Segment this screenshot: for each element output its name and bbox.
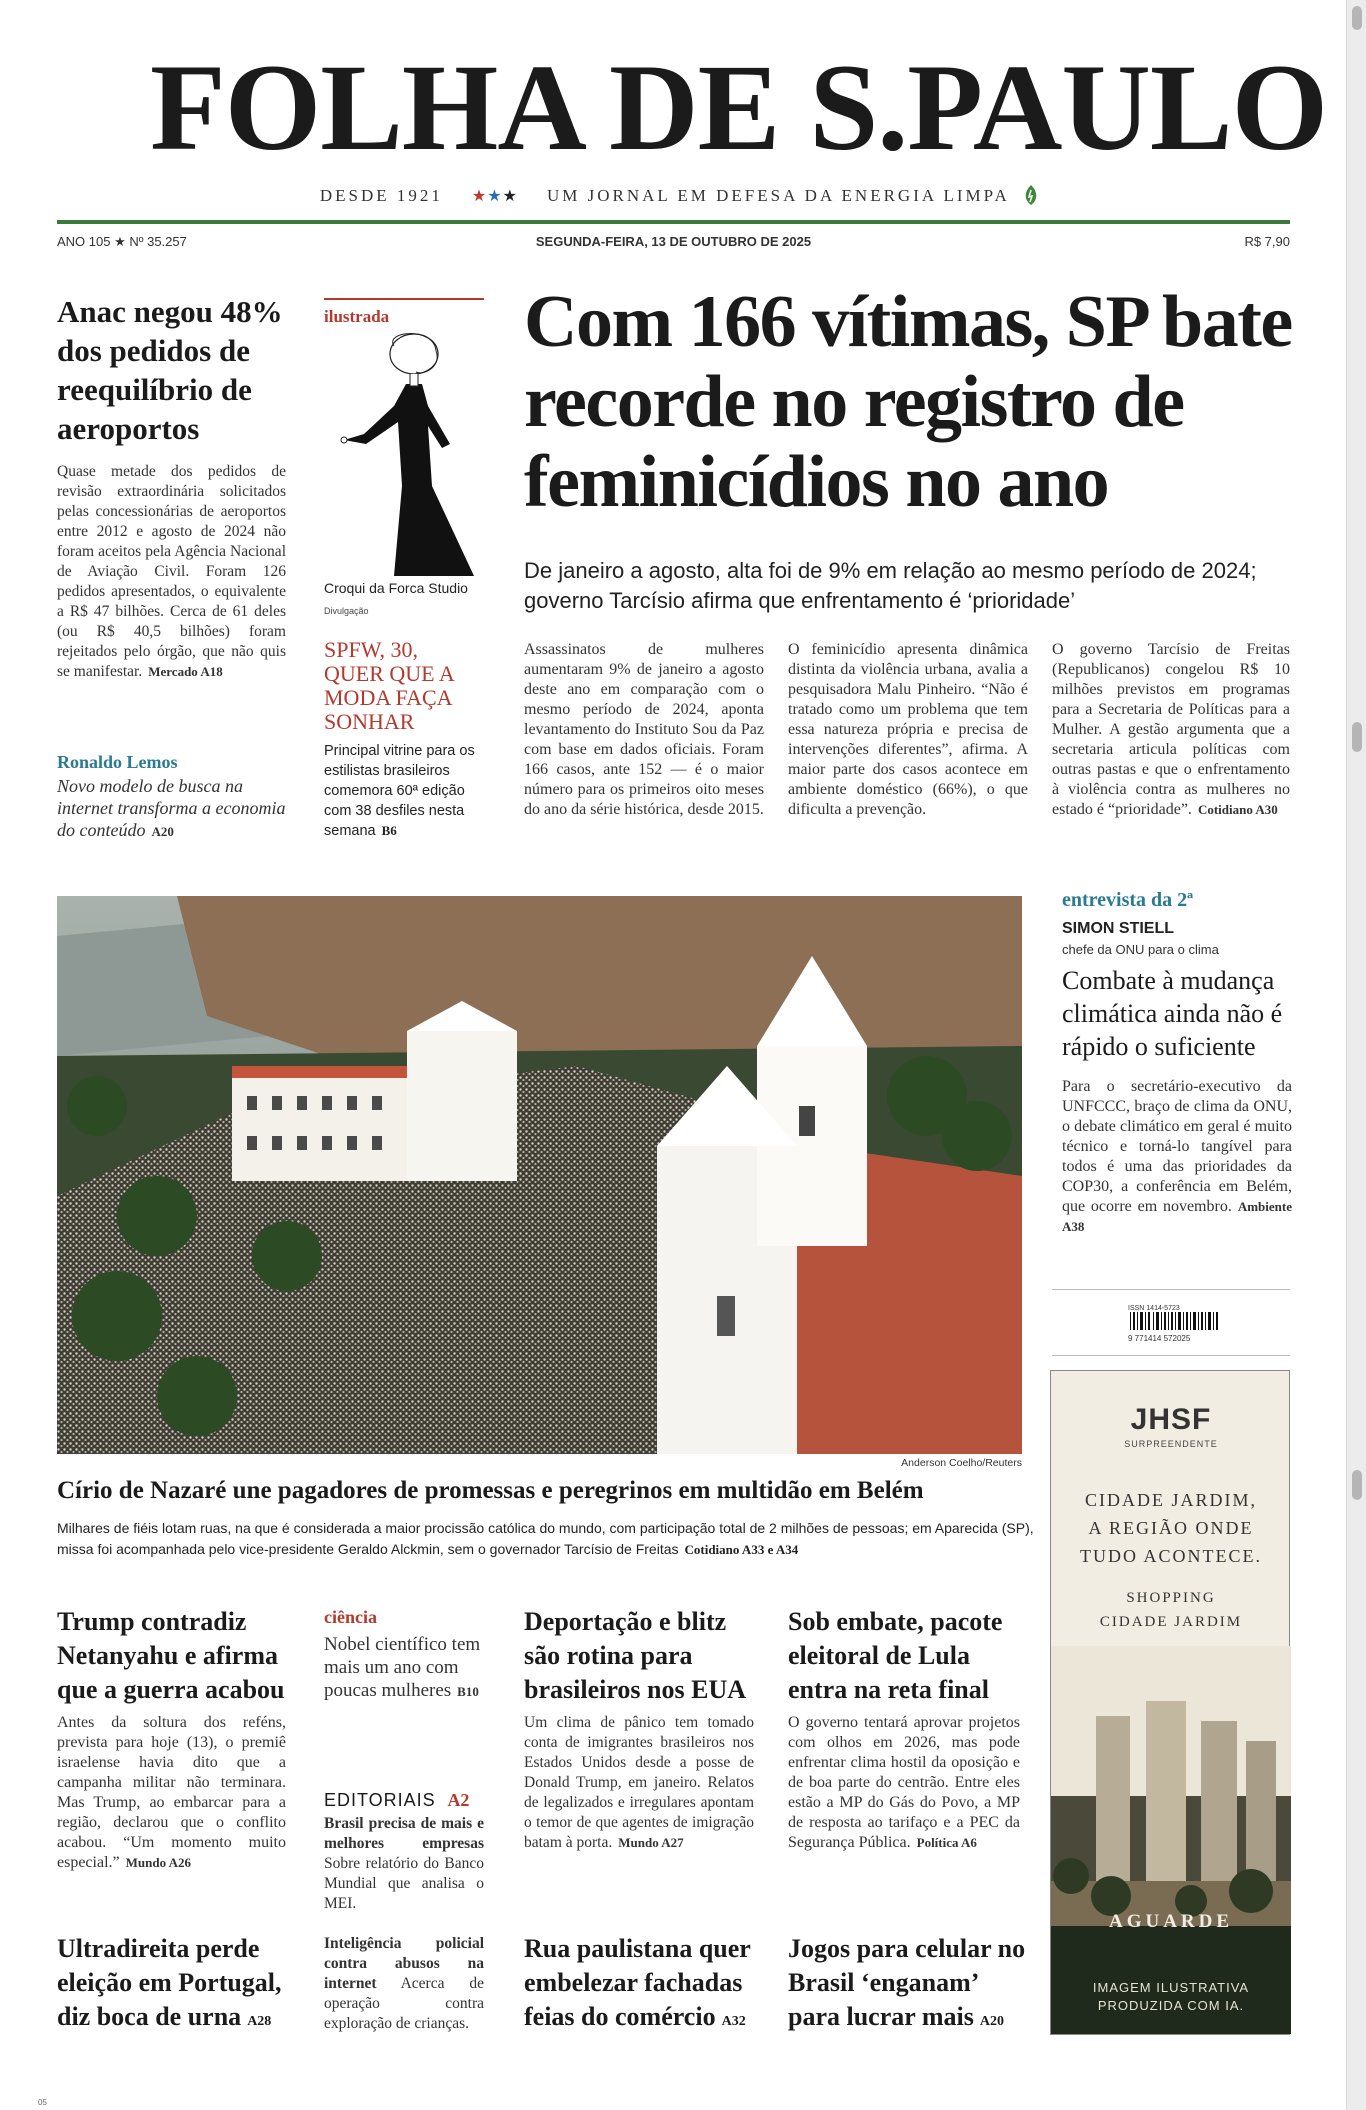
entrevista-role: chefe da ONU para o clima — [1062, 942, 1219, 957]
spfw-body-text: Principal vitrine para os estilistas brasileiros comemora 60ª edição com 38 desfiles nesta semana — [324, 743, 475, 839]
spfw-body — [324, 741, 484, 841]
deportacao-ref[interactable]: Mundo A27 — [618, 1835, 684, 1850]
ad-cta[interactable]: AGUARDE — [1108, 1911, 1234, 1932]
jogos-headline-text: Jogos para celular no Brasil ‘enganam’ para lucrar mais — [788, 1934, 1026, 2031]
ciencia-ref: B10 — [457, 1684, 479, 1699]
deportacao-headline[interactable]: Deportação e blitz são rotina para brasileiros nos EUA — [524, 1607, 746, 1704]
ad-headline — [1051, 1486, 1291, 1570]
trump-body-text: Antes da soltura dos reféns, prevista para hoje (13), o premiê israelense havia dito que a campanha militar não terminara. Mas Trump, ao embarcar para a região, declarou que o conflito acabou. “Um momento muito especial.” — [57, 1714, 286, 1871]
ad-line-3: TUDO ACONTECE. — [1080, 1546, 1262, 1566]
procession-image — [57, 896, 1022, 1454]
barcode-number: 9 771414 572025 — [1128, 1334, 1191, 1343]
photo-headline[interactable]: Círio de Nazaré une pagadores de promessas e peregrinos em multidão em Belém — [57, 1477, 924, 1504]
dateline — [57, 232, 1290, 252]
anac-body-text: Quase metade dos pedidos de revisão extraordinária solicitados pelas concessionárias de aeroportos entre 2012 e agosto de 2024 não foram aceitos pela Agência Nacional de Aviação Civil. Foram 126 pedidos apresentados, o equivalente a R$ 47 bilhões. Cerca de 61 deles (ou R$ 40,5 bilhões) foram rejeitados pelo órgão, que não quis se manifestar. — [57, 463, 286, 680]
ad-line-5: CIDADE JARDIM — [1099, 1614, 1243, 1630]
ad-brand: JHSF — [1130, 1403, 1212, 1436]
entrevista-kicker[interactable]: entrevista da 2ª — [1062, 889, 1194, 911]
photo-caption — [57, 1518, 1037, 1560]
lead-subhead: De janeiro a agosto, alta foi de 9% em relação ao mesmo período de 2024; governo Tarcísio afirma que enfrentamento é ‘prioridade’ — [524, 558, 1257, 613]
anac-ref[interactable]: Mercado A18 — [148, 664, 223, 679]
scrollbar-thumb-top[interactable] — [1352, 6, 1362, 30]
lead-col-3-text: O governo Tarcísio de Freitas (Republicanos) congelou R$ 10 milhões previstos em programas para a Secretaria de Políticas para a Mulher. A gestão argumenta que a secretaria articula políticas com outras pastas e que o enfrentamento à violência contra as mulheres no estado é “prioridade”. — [1052, 641, 1290, 818]
lula-body — [788, 1713, 1020, 1853]
photo-caption-text: Milhares de fiéis lotam ruas, na que é considerada a maior procissão católica do mundo, com participação total de 2 milhões de pessoas; em Aparecida (SP), missa foi acompanhada pelo vice-presidente Geraldo Alckmin, sem o governador Tarcísio de Freitas — [57, 1520, 1034, 1557]
lula-ref[interactable]: Política A6 — [916, 1835, 977, 1850]
ciencia-text[interactable] — [324, 1633, 484, 1703]
entrevista-body — [1062, 1077, 1292, 1237]
lemos-text: Novo modelo de busca na internet transforma a economia do conteúdo — [57, 776, 286, 840]
masthead-rule — [57, 220, 1290, 224]
ilustrada-credit: Divulgação — [324, 606, 369, 616]
trump-headline[interactable]: Trump contradiz Netanyahu e afirma que a guerra acabou — [57, 1607, 285, 1704]
barcode — [1128, 1305, 1223, 1345]
since-label: DESDE 1921 — [319, 186, 443, 205]
fachadas-headline[interactable] — [524, 1932, 769, 2039]
entrevista-name: SIMON STIELL — [1062, 920, 1174, 937]
tagline-text: UM JORNAL EM DEFESA DA ENERGIA LIMPA — [546, 186, 1009, 205]
editorial-2-title: Inteligência policial contra abusos na internet — [324, 1935, 484, 1992]
editorial-1-title: Brasil precisa de mais e melhores empresas — [324, 1815, 484, 1852]
portugal-headline-text: Ultradireita perde eleição em Portugal, diz boca de urna — [57, 1934, 282, 2031]
lead-col-3 — [1052, 640, 1290, 820]
cirio-photo[interactable] — [57, 896, 1022, 1454]
photo-ref[interactable]: Cotidiano A33 e A34 — [684, 1542, 799, 1557]
jhsf-ad[interactable] — [1050, 1370, 1290, 2035]
ilustrada-kicker[interactable]: ilustrada — [324, 307, 390, 326]
lemos-author[interactable]: Ronaldo Lemos — [57, 752, 178, 772]
scrollbar[interactable] — [1346, 0, 1366, 2110]
issue-date: SEGUNDA-FEIRA, 13 DE OUTUBRO DE 2025 — [535, 234, 812, 249]
anac-headline[interactable]: Anac negou 48% dos pedidos de reequilíbrio de aeroportos — [57, 294, 283, 446]
lula-body-text: O governo tentará aprovar projetos com olhos em 2026, mas pode enfrentar clima hostil da oposição e de boa parte do centrão. Entre eles estão a MP do Gás do Povo, a MP de resposta ao tarifaço e a PEC da Segurança Pública. — [788, 1714, 1020, 1851]
editorial-1-text: Sobre relatório do Banco Mundial que analisa o MEI. — [324, 1855, 484, 1912]
fachadas-ref: A32 — [721, 2014, 746, 2029]
spfw-ref: B6 — [381, 823, 397, 838]
scrollbar-thumb-middle[interactable] — [1352, 722, 1362, 752]
ad-line-1: CIDADE JARDIM, — [1085, 1490, 1257, 1510]
lead-col-2: O feminicídio apresenta dinâmica distinta da violência urbana, avalia a pesquisadora Malu Pinheiro. “Não é tratado como um problema que tem essa natureza própria e precisa de intervenções diferentes”, afirma. A maior parte dos casos acontece em ambiente doméstico (66%), o que dificulta a prevenção. — [788, 641, 1028, 818]
barcode-divider-bottom — [1052, 1355, 1290, 1356]
anac-body — [57, 462, 286, 682]
ilustrada-rule — [324, 298, 484, 300]
lead-headline[interactable]: Com 166 vítimas, SP bate recorde no registro de feminicídios no ano — [524, 281, 1292, 523]
fachadas-headline-text: Rua paulistana quer embelezar fachadas feias do comércio — [524, 1934, 751, 2031]
portugal-headline[interactable] — [57, 1932, 297, 2039]
entrevista-headline[interactable]: Combate à mudança climática ainda não é rápido o suficiente — [1062, 966, 1283, 1061]
photo-credit: Anderson Coelho/Reuters — [901, 1457, 1022, 1469]
issue-price: R$ 7,90 — [1244, 234, 1290, 249]
editoriais-label: EDITORIAIS — [324, 1790, 436, 1810]
ciencia-headline: Nobel científico tem mais um ano com poucas mulheres — [324, 1634, 481, 1701]
barcode-icon — [1128, 1312, 1223, 1330]
portugal-ref: A28 — [247, 2014, 272, 2029]
scrollbar-thumb-bottom[interactable] — [1352, 1470, 1362, 1500]
issue-number: ANO 105 ★ Nº 35.257 — [57, 234, 187, 249]
fashion-sketch-illustration — [324, 326, 484, 576]
jogos-headline[interactable] — [788, 1932, 1028, 2039]
masthead-title[interactable]: FOLHA DE S.PAULO — [150, 39, 1328, 176]
masthead-tagline — [300, 184, 1060, 206]
editoriais-page: A2 — [447, 1790, 470, 1810]
lead-col-1: Assassinatos de mulheres aumentaram 9% de janeiro a agosto deste ano em comparação com o mesmo período de 2024, aponta levantamento do Instituto Sou da Paz com base em dados oficiais. Foram 166 casos, ante 152 — é o maior número para os primeiros oito meses do ano da série histórica, desde 2015. — [524, 641, 764, 818]
ad-skyline-image — [1051, 1646, 1291, 2034]
editoriais-header — [324, 1790, 469, 1811]
editorial-2[interactable] — [324, 1934, 484, 2034]
ad-brand-sub: SURPREENDENTE — [1124, 1439, 1218, 1449]
spfw-headline[interactable]: SPFW, 30, QUER QUE A MODA FAÇA SONHAR — [324, 637, 454, 734]
entrevista-body-text: Para o secretário-executivo da UNFCCC, braço de clima da ONU, o debate climático em geral é muito técnico e torná-lo tangível para todos é uma das prioridades da COP30, a conferência em Belém, que ocorre em novembro. — [1062, 1078, 1292, 1215]
leaf-icon — [1022, 184, 1040, 206]
ilustrada-caption: Croqui da Forca Studio — [324, 580, 468, 596]
ciencia-kicker[interactable]: ciência — [324, 1607, 377, 1627]
ad-line-4: SHOPPING — [1126, 1590, 1216, 1606]
editorial-1[interactable] — [324, 1814, 484, 1914]
deportacao-body-text: Um clima de pânico tem tomado conta de imigrantes brasileiros nos Estados Unidos desde a posse de Donald Trump, em janeiro. Relatos de legalizados e irregulares apontam o temor de que agentes de imigração batam à porta. — [524, 1714, 754, 1851]
lemos-ref: A20 — [151, 824, 174, 839]
trump-body — [57, 1713, 286, 1873]
page-code: 05 — [38, 2098, 47, 2107]
stars-icon: ★★★ — [471, 188, 518, 205]
ad-disclaimer — [1051, 1979, 1291, 2015]
lula-headline[interactable]: Sob embate, pacote eleitoral de Lula entra na reta final — [788, 1607, 1003, 1704]
issn-label: ISSN 1414-5723 — [1128, 1305, 1180, 1312]
ad-disclaimer-2: PRODUZIDA COM IA. — [1097, 1998, 1245, 2013]
editorial-2-text: Acerca de operação contra exploração de crianças. — [324, 1975, 484, 2032]
ad-disclaimer-1: IMAGEM ILUSTRATIVA — [1092, 1980, 1250, 1995]
jogos-ref: A20 — [979, 2014, 1004, 2029]
lemos-column[interactable] — [57, 775, 287, 843]
ad-shopping — [1051, 1586, 1291, 1634]
barcode-divider-top — [1052, 1289, 1290, 1290]
entrevista-ref[interactable]: Ambiente A38 — [1062, 1199, 1292, 1234]
ad-line-2: A REGIÃO ONDE — [1088, 1518, 1254, 1538]
deportacao-body — [524, 1713, 754, 1853]
lead-ref[interactable]: Cotidiano A30 — [1197, 802, 1278, 817]
trump-ref[interactable]: Mundo A26 — [125, 1855, 192, 1870]
